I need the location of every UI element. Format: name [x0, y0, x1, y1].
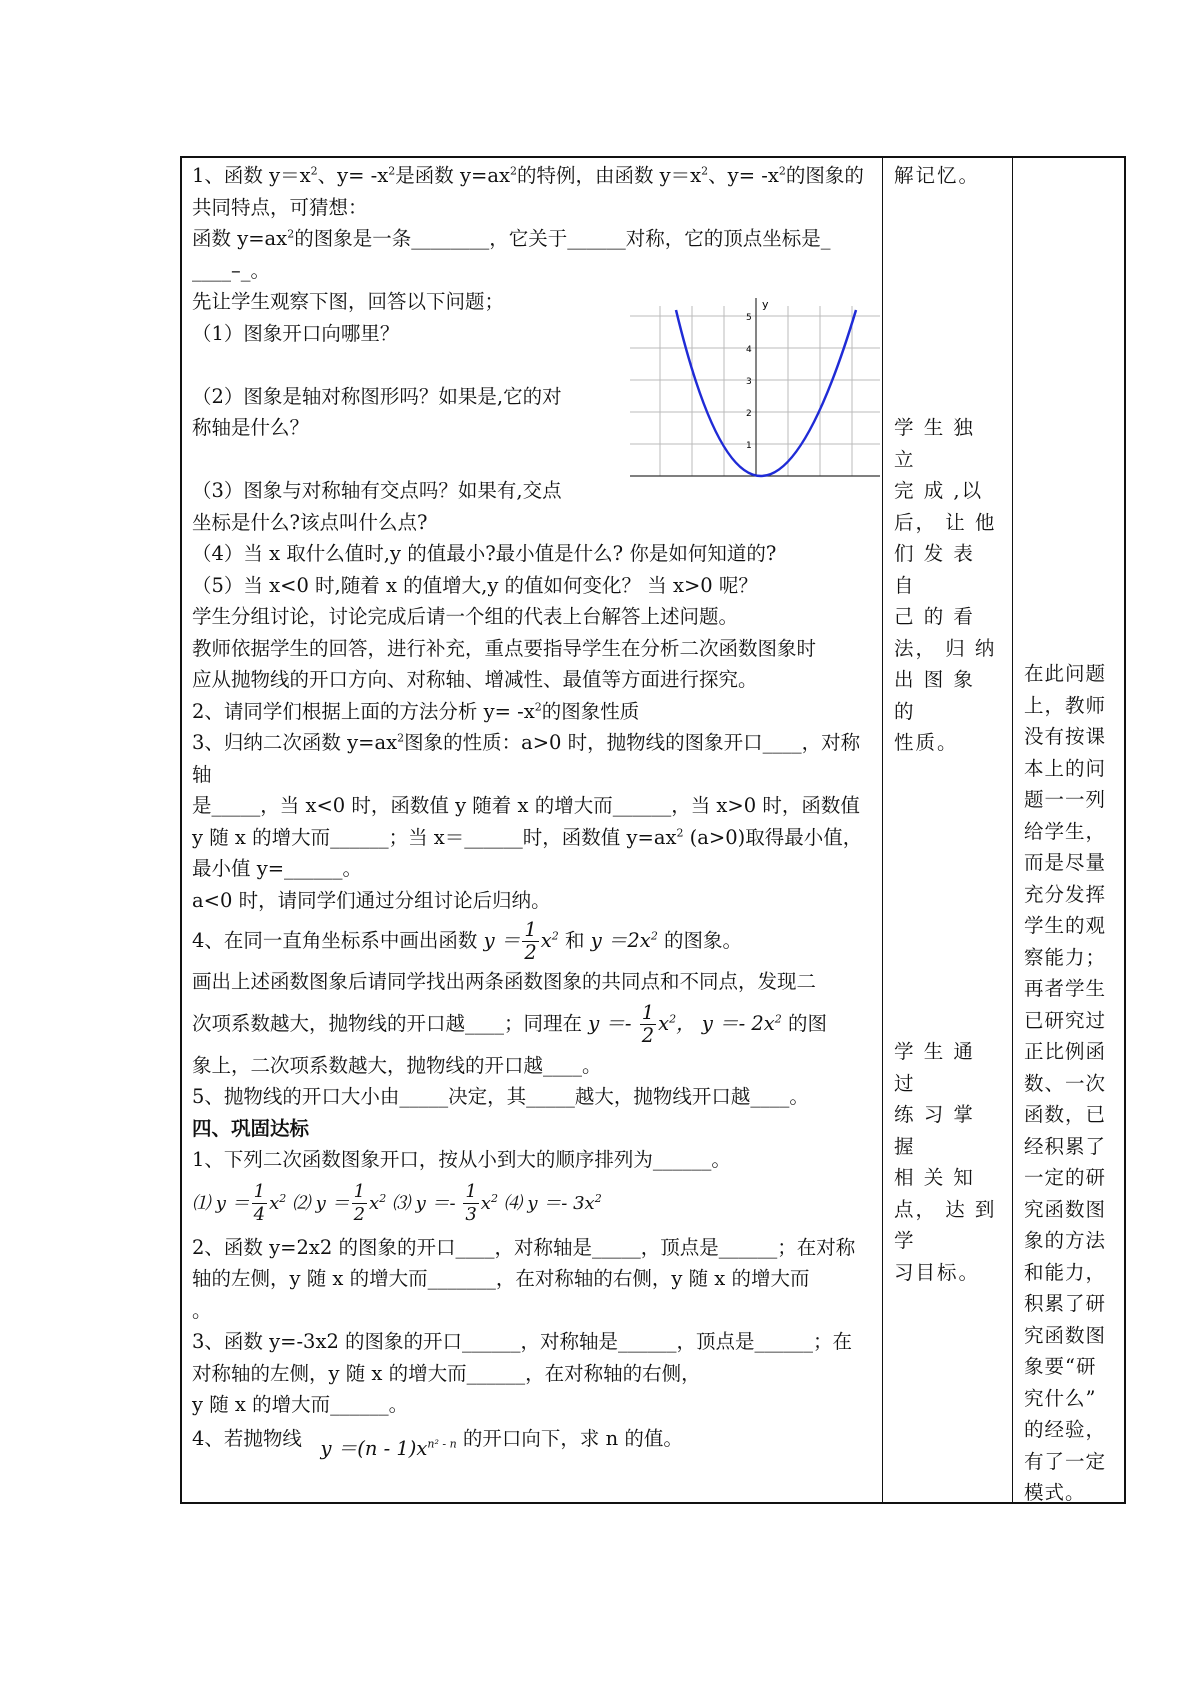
line: 练 习 掌 握	[894, 1103, 975, 1158]
section-heading: 四、巩固达标	[192, 1116, 310, 1140]
y-tick-3: 3	[746, 377, 752, 387]
text: 1、函数 y＝x	[192, 164, 311, 187]
line: 正比例函	[1024, 1040, 1107, 1063]
student-activity-middle	[894, 412, 1004, 759]
line: 在此问题	[1024, 662, 1107, 685]
paragraph-19: 象上，二次项系数越大，抛物线的开口越____。	[192, 1053, 602, 1077]
formula: $y =2x^2$	[590, 929, 658, 952]
paragraph-12: 是_____，当 x<0 时，函数值 y 随着 x 的增大而______，当 x>0 时，函数值	[192, 794, 860, 817]
formula: $y =(n - 1)x^{n^2 - n}$	[308, 1436, 457, 1460]
text: 是函数 y=ax	[395, 164, 510, 187]
text: 和	[564, 929, 585, 952]
y-tick-4: 4	[746, 345, 752, 355]
line: 们 发 表 自	[894, 542, 975, 597]
text: 、y= -x	[317, 164, 389, 187]
text: 的图象的	[785, 164, 864, 187]
line: 函数，已	[1024, 1103, 1107, 1126]
line: 习目标。	[894, 1260, 981, 1284]
text: 2、请同学们根据上面的方法分析 y= -x	[192, 699, 535, 723]
text: 的图象性质	[541, 699, 640, 723]
paragraph-4: ____–_。	[192, 258, 271, 282]
paragraph-8: 应从抛物线的开口方向、对称轴、增减性、最值等方面进行探究。	[192, 668, 758, 691]
y-axis-label: y	[762, 298, 769, 311]
line: 相 关 知	[894, 1166, 975, 1189]
formula: y ＝- $\frac{1}{2}$ $x^2$， $y =- 2x^2$	[588, 1000, 782, 1047]
text: y 随 x 的增大而______；当 x＝______时，函数值 y=ax	[192, 825, 677, 849]
line: 和能力，	[1024, 1260, 1107, 1284]
line: 点， 达 到	[894, 1197, 997, 1221]
line: 一定的研	[1024, 1166, 1107, 1189]
question-3a: （3）图象与对称轴有交点吗？如果有,交点	[192, 479, 562, 502]
line: 积累了研	[1024, 1292, 1107, 1315]
line: 己 的 看	[894, 605, 975, 628]
text: 图象的性质：a>0 时，抛物线的图象开口____，对称	[404, 731, 861, 754]
paragraph-3: 函数 $y=ax^2$的图象是一条________，它关于______对称，它的顶点坐标是_	[192, 227, 831, 250]
exercise-3c: y 随 x 的增大而______。	[192, 1393, 409, 1416]
text: 次项系数越大，抛物线的开口越____；同理在	[192, 1011, 583, 1035]
exercise-1: 1、下列二次函数图象开口，按从小到大的顺序排列为______。	[192, 1148, 731, 1171]
text: 3、归纳二次函数 y=ax	[192, 731, 398, 754]
line: 究函数图	[1024, 1323, 1107, 1347]
paragraph-10: 3、归纳二次函数 $y=ax^2$图象的性质：a>0 时，抛物线的图象开口____，对称	[192, 731, 861, 754]
line: 数、一次	[1024, 1071, 1107, 1095]
exercise-2c: 。	[192, 1298, 212, 1322]
line: 没有按课	[1024, 725, 1107, 748]
text: 函数 y=ax	[192, 227, 288, 250]
line: 经积累了	[1024, 1134, 1107, 1158]
line: 出 图 象 的	[894, 668, 975, 723]
line: 的经验，	[1024, 1418, 1107, 1441]
exercise-1-options: ⑴ y ＝ $\frac{1}{4}$ $x^2$ ⑵ y ＝ $\frac{1}{2}$ $x^2$ ⑶ y ＝- $\frac{1}{3}$ $x^2$ ⑷ $y =- 3x^2$	[192, 1181, 602, 1225]
line: 学生的观	[1024, 914, 1107, 937]
paragraph-15: a<0 时，请同学们通过分组讨论后归纳。	[192, 888, 551, 912]
paragraph-16	[192, 916, 1058, 966]
y-tick-5: 5	[746, 313, 752, 323]
paragraph-6: 学生分组讨论，讨论完成后请一个组的代表上台解答上述问题。	[192, 605, 739, 628]
line: 性质。	[894, 731, 959, 754]
paragraph-2: 共同特点，可猜想：	[192, 195, 368, 219]
y-tick-1: 1	[746, 441, 752, 451]
paragraph-13: y 随 x 的增大而______；当 x＝______时，函数值 $y=ax^2$ (a>0)取得最小值，	[192, 825, 863, 849]
line: 有了一定	[1024, 1449, 1107, 1473]
question-4: （4）当 x 取什么值时,y 的值最小?最小值是什么? 你是如何知道的?	[192, 542, 777, 565]
line: 法， 归 纳	[894, 636, 997, 660]
line: 而是尽量	[1024, 851, 1107, 874]
line: 象的方法	[1024, 1229, 1107, 1252]
text: 的图象。	[664, 929, 743, 952]
line: 上，教师	[1024, 693, 1107, 717]
line: 本上的问	[1024, 756, 1107, 780]
paragraph-7: 教师依据学生的回答，进行补充，重点要指导学生在分析二次函数图象时	[192, 636, 817, 660]
line: 学 生 通 过	[894, 1040, 975, 1095]
paragraph-9: 2、请同学们根据上面的方法分析 $y= -x^2$的图象性质	[192, 699, 640, 723]
parabola-graph	[630, 296, 880, 482]
design-intent-column	[1024, 658, 1120, 1509]
question-5: （5）当 x<0 时,随着 x 的值增大,y 的值如何变化？ 当 x>0 呢？	[192, 573, 758, 597]
line: 学	[894, 1229, 916, 1252]
line: 究函数图	[1024, 1197, 1107, 1221]
paragraph-1: 1、函数 $y=x^2$、$y= -x^2$是函数 $y=ax^2$的特例，由函数 $y=x^2$、$y= -x^2$的图象的	[192, 164, 864, 187]
paragraph-5: 先让学生观察下图，回答以下问题；	[192, 290, 505, 313]
paragraph-17: 画出上述函数图象后请同学找出两条函数图象的共同点和不同点，发现二	[192, 970, 817, 993]
student-activity-bottom	[894, 1036, 1004, 1288]
paragraph-11: 轴	[192, 762, 212, 786]
line: 再者学生	[1024, 977, 1107, 1000]
text: 解记忆。	[894, 164, 981, 187]
line: 究什么”	[1024, 1386, 1097, 1410]
question-2b: 称轴是什么？	[192, 416, 310, 439]
y-tick-2: 2	[746, 409, 752, 419]
line: 已研究过	[1024, 1008, 1107, 1032]
question-2a: （2）图象是轴对称图形吗？如果是,它的对	[192, 384, 562, 408]
exercise-2b: 轴的左侧，y 随 x 的增大而_______，在对称轴的右侧，y 随 x 的增大而	[192, 1267, 810, 1290]
line: 给学生，	[1024, 819, 1107, 843]
line: 象要“研	[1024, 1355, 1097, 1378]
text: 的图	[787, 1011, 827, 1035]
question-3b: 坐标是什么?该点叫什么点?	[192, 510, 428, 534]
grid	[630, 306, 880, 476]
exercise-3b: 对称轴的左侧，y 随 x 的增大而______，在对称轴的右侧，	[192, 1361, 701, 1385]
text: 4、在同一直角坐标系中画出函数	[192, 929, 478, 952]
line: 察能力；	[1024, 945, 1107, 969]
line: 模式。	[1024, 1481, 1086, 1504]
question-1: （1）图象开口向哪里？	[192, 321, 400, 345]
formula: y ＝ $\frac{1}{2}$ $x^2$	[483, 918, 559, 964]
text: 的开口向下，求 n 的值。	[462, 1426, 683, 1450]
student-activity-top	[894, 160, 1004, 192]
parabola-curve	[676, 310, 856, 476]
paragraph-20: 5、抛物线的开口大小由_____决定，其_____越大，抛物线开口越____。	[192, 1085, 809, 1108]
line: 完 成 ,以	[894, 479, 984, 502]
line: 学 生 独 立	[894, 416, 975, 471]
paragraph-14: 最小值 y=______。	[192, 857, 363, 880]
text: 4、若抛物线	[192, 1426, 302, 1450]
exercise-4	[192, 1421, 1058, 1461]
line: 充分发挥	[1024, 882, 1107, 906]
text: 的特例，由函数 y＝x	[516, 164, 702, 187]
line: 题一一列	[1024, 788, 1107, 811]
text: 、y= -x	[708, 164, 779, 187]
text: 的图象是一条________，它关于______对称，它的顶点坐标是_	[294, 227, 831, 250]
exercise-2a: 2、函数 y=2x2 的图象的开口____，对称轴是_____，顶点是______；在对称	[192, 1235, 856, 1259]
exercise-3a: 3、函数 y=-3x2 的图象的开口______，对称轴是______，顶点是______；在	[192, 1330, 853, 1353]
text: (a>0)取得最小值，	[683, 825, 863, 849]
line: 后， 让 他	[894, 510, 997, 534]
